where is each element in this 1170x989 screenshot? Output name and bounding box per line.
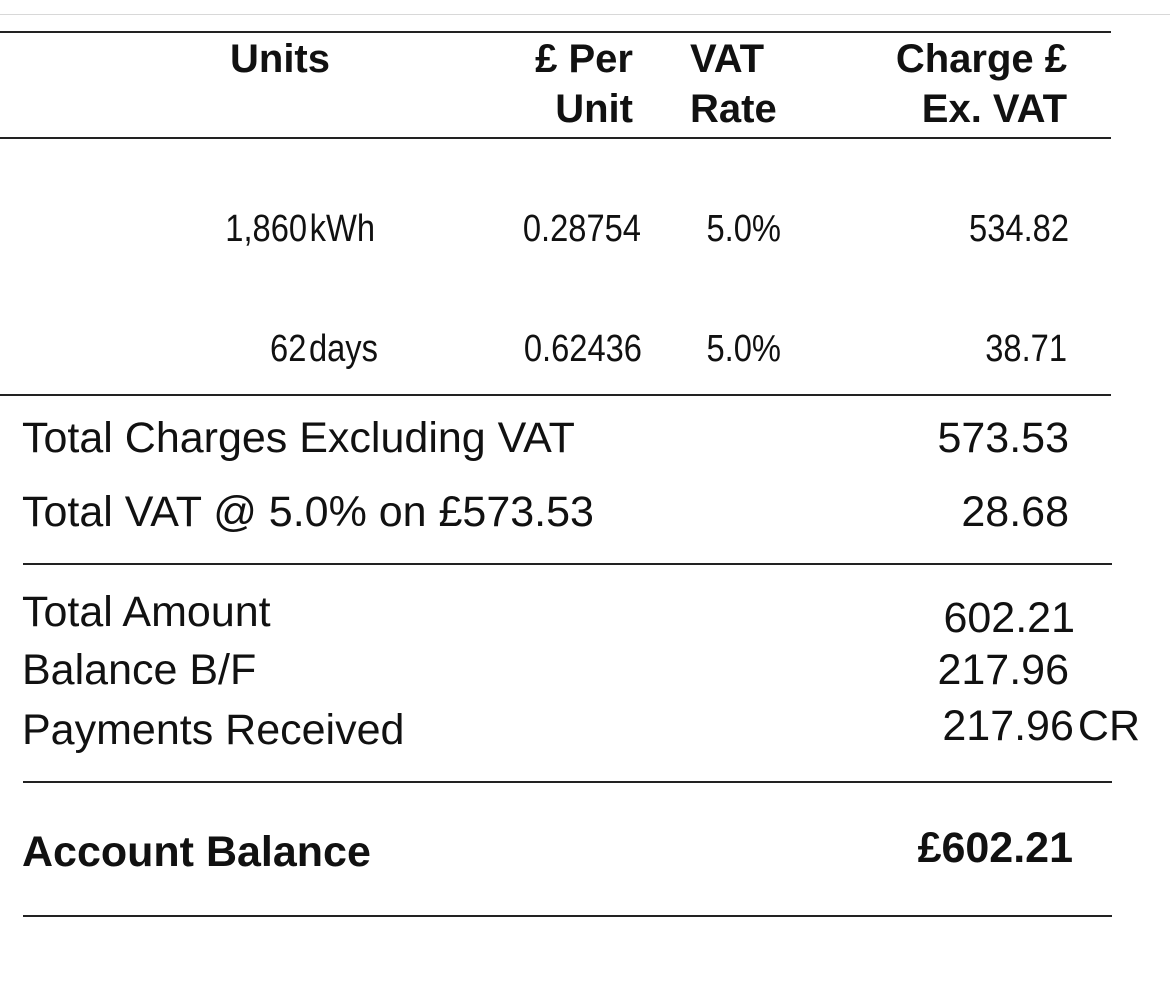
units-value: 62 <box>270 328 307 370</box>
total-vat-value: 28.68 <box>961 488 1069 536</box>
col-header-charge <box>820 34 1067 134</box>
header-bottom-rule <box>0 137 1111 139</box>
total-excl-vat-label: Total Charges Excluding VAT <box>22 414 575 462</box>
credit-marker: CR <box>1077 702 1140 750</box>
col-header-per-unit <box>480 34 633 134</box>
total-excl-vat-value: 573.53 <box>937 414 1069 462</box>
col-header-vat-line1: VAT <box>690 37 765 81</box>
col-header-charge-line2: Ex. VAT <box>921 87 1067 131</box>
payments-received-label: Payments Received <box>22 706 405 754</box>
balance-bf-label: Balance B/F <box>22 646 257 694</box>
col-header-vat-line2: Rate <box>690 87 777 131</box>
account-bottom-rule <box>23 915 1112 917</box>
top-divider <box>0 14 1170 15</box>
units-value: 1,860 <box>225 208 308 250</box>
total-amount-label: Total Amount <box>22 588 271 636</box>
table-row-energy-units <box>139 208 376 251</box>
totals-bottom-rule <box>23 563 1112 565</box>
account-balance-label: Account Balance <box>22 828 371 876</box>
summary-bottom-rule <box>23 781 1112 783</box>
total-amount-value: 602.21 <box>943 594 1075 642</box>
col-header-per-unit-line2: Unit <box>555 87 633 131</box>
payments-amount: 217.96 <box>942 702 1074 750</box>
payments-received-value <box>800 702 1140 751</box>
units-label: days <box>308 328 378 370</box>
table-row-energy-per-unit: 0.28754 <box>522 208 641 250</box>
table-row-standing-per-unit: 0.62436 <box>523 328 642 370</box>
table-row-standing-vat-rate: 5.0% <box>706 328 781 370</box>
units-label: kWh <box>309 208 375 250</box>
total-vat-label: Total VAT @ 5.0% on £573.53 <box>22 488 594 536</box>
balance-bf-value: 217.96 <box>937 646 1069 694</box>
rows-bottom-rule <box>0 394 1111 396</box>
col-header-units: Units <box>230 37 330 81</box>
table-row-energy-vat-rate: 5.0% <box>706 208 781 250</box>
header-top-rule <box>0 31 1111 33</box>
table-row-standing-units <box>139 328 378 371</box>
col-header-per-unit-line1: £ Per <box>535 37 633 81</box>
account-balance-value: £602.21 <box>917 824 1073 872</box>
col-header-vat-rate <box>690 34 777 134</box>
col-header-charge-line1: Charge £ <box>895 37 1067 81</box>
table-row-standing-charge: 38.71 <box>985 328 1067 370</box>
table-row-energy-charge: 534.82 <box>969 208 1069 250</box>
